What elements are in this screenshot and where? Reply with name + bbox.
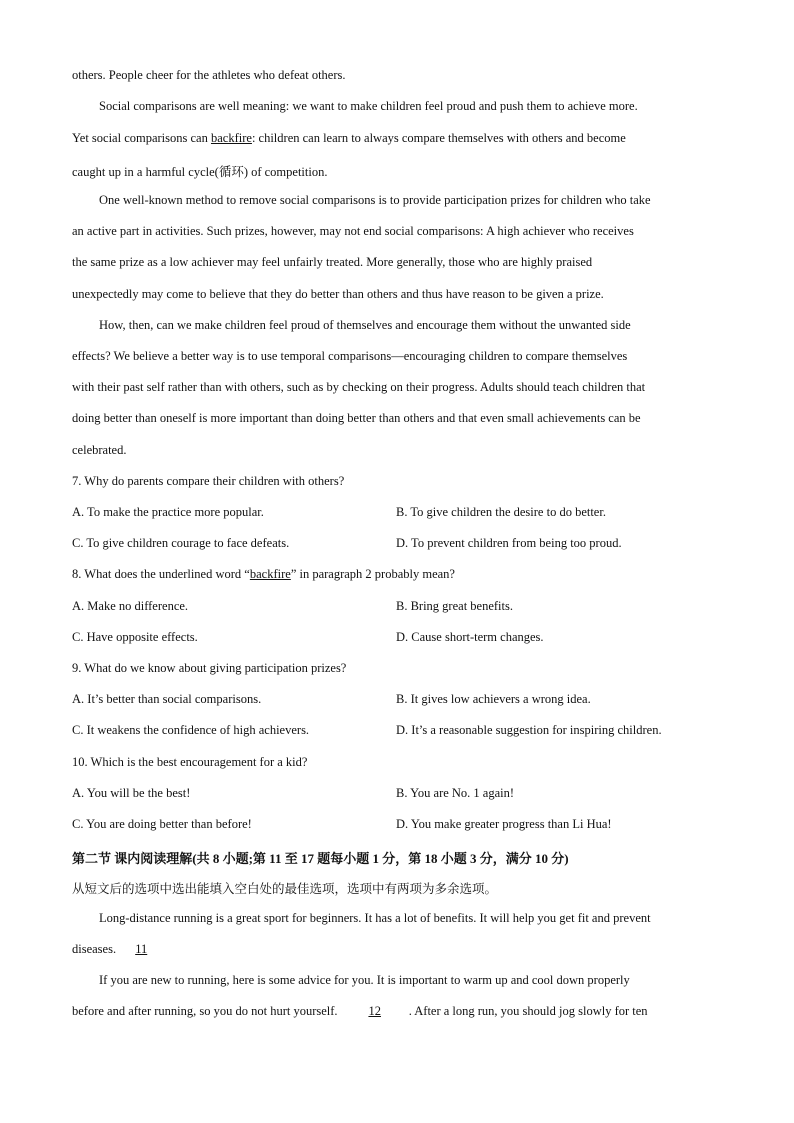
option-b: B. You are No. 1 again! <box>396 786 515 800</box>
passage-line: One well-known method to remove social comparisons is to provide participation prizes for children who take <box>99 193 651 207</box>
option-b: B. Bring great benefits. <box>396 599 513 613</box>
passage-line: caught up in a harmful cycle(循环) of competition. <box>72 165 328 179</box>
section-instruction: 从短文后的选项中选出能填入空白处的最佳选项，选项中有两项为多余选项。 <box>72 882 498 896</box>
option-b: B. To give children the desire to do better. <box>396 505 606 519</box>
option-a: A. It’s better than social comparisons. <box>72 692 262 706</box>
option-b: B. It gives low achievers a wrong idea. <box>396 692 591 706</box>
blank-12[interactable]: 12 <box>368 1004 381 1018</box>
option-a: A. To make the practice more popular. <box>72 505 264 519</box>
option-a: A. Make no difference. <box>72 599 189 613</box>
passage-line: How, then, can we make children feel proud of themselves and encourage them without the unwanted side <box>99 318 631 332</box>
passage-line: If you are new to running, here is some advice for you. It is important to warm up and cool down properly <box>99 973 630 987</box>
passage-line: effects? We believe a better way is to use temporal comparisons—encouraging children to compare themselves <box>72 349 628 363</box>
stem-text: ” in paragraph 2 probably mean? <box>290 567 455 581</box>
passage-line: with their past self rather than with others, such as by checking on their progress. Adults should teach children that <box>72 380 646 394</box>
passage-line <box>72 942 163 957</box>
question-stem: 10. Which is the best encouragement for a kid? <box>72 755 308 769</box>
question-stem: 7. Why do parents compare their children with others? <box>72 474 345 488</box>
underlined-word: backfire <box>249 567 291 581</box>
passage-line: celebrated. <box>72 443 127 457</box>
passage-line: unexpectedly may come to believe that they do better than others and thus have reason to be given a prize. <box>72 287 604 301</box>
option-c: C. Have opposite effects. <box>72 630 198 644</box>
passage-line: Social comparisons are well meaning: we want to make children feel proud and push them to achieve more. <box>99 99 638 113</box>
question-stem: 9. What do we know about giving participation prizes? <box>72 661 347 675</box>
passage-line <box>72 1004 648 1019</box>
passage-text: diseases. <box>72 942 120 956</box>
question-stem <box>72 567 455 582</box>
passage-text: : children can learn to always compare themselves with others and become <box>251 131 626 145</box>
passage-line: others. People cheer for the athletes who defeat others. <box>72 68 346 82</box>
passage-line: doing better than oneself is more important than doing better than others and that even small achievements can be <box>72 411 641 425</box>
passage-line <box>72 131 626 146</box>
option-d: D. You make greater progress than Li Hua! <box>396 817 612 831</box>
option-c: C. It weakens the confidence of high achievers. <box>72 723 310 737</box>
option-a: A. You will be the best! <box>72 786 191 800</box>
stem-text: 8. What does the underlined word “ <box>72 567 250 581</box>
option-d: D. To prevent children from being too proud. <box>396 536 622 550</box>
passage-text: before and after running, so you do not hurt yourself. <box>72 1004 341 1018</box>
underlined-word: backfire <box>210 131 252 145</box>
passage-line: Long-distance running is a great sport for beginners. It has a lot of benefits. It will help you get fit and prevent <box>99 911 651 925</box>
passage-line: an active part in activities. Such prizes, however, may not end social comparisons: A high achiever who receives <box>72 224 634 238</box>
passage-text: . After a long run, you should jog slowly for ten <box>408 1004 648 1018</box>
passage-text: Yet social comparisons can <box>72 131 211 145</box>
passage-line: the same prize as a low achiever may feel unfairly treated. More generally, those who are highly praised <box>72 255 593 269</box>
option-d: D. It’s a reasonable suggestion for inspiring children. <box>396 723 662 737</box>
blank-11[interactable]: 11 <box>135 942 148 956</box>
option-c: C. To give children courage to face defeats. <box>72 536 290 550</box>
option-c: C. You are doing better than before! <box>72 817 252 831</box>
option-d: D. Cause short-term changes. <box>396 630 544 644</box>
section-heading: 第二节 课内阅读理解(共 8 小题;第 11 至 17 题每小题 1 分，第 18 小题 3 分，满分 10 分) <box>72 851 569 866</box>
